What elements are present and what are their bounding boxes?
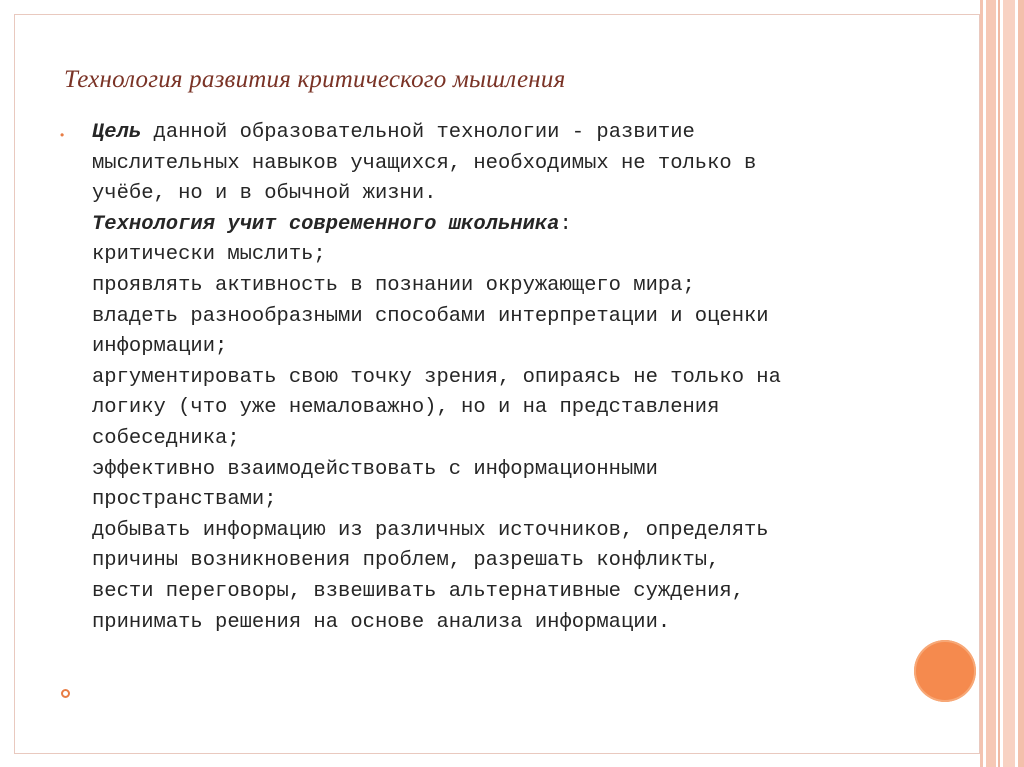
orange-circle-icon <box>914 640 976 702</box>
decorative-stripes <box>980 0 1024 767</box>
list-line: критически мыслить; <box>92 243 326 267</box>
list-line: добывать информацию из различных источников, определять <box>92 518 769 542</box>
slide-body <box>92 118 882 638</box>
bullet-dot-icon: • <box>60 128 65 142</box>
body-line-3: учёбе, но и в обычной жизни. <box>92 182 437 206</box>
teaches-colon: : <box>559 212 572 236</box>
list-line: владеть разнообразными способами интерпретации и оценки <box>92 304 769 328</box>
goal-text: данной образовательной технологии - развитие <box>141 121 695 144</box>
list-line: вести переговоры, взвешивать альтернативные суждения, <box>92 579 745 603</box>
stripe <box>986 0 996 767</box>
ring-bullet-icon <box>61 689 70 698</box>
list-line: принимать решения на основе анализа информации. <box>92 610 671 634</box>
list-line: причины возникновения проблем, разрешать конфликты, <box>92 549 720 573</box>
slide-title: Технология развития критического мышления <box>64 66 566 93</box>
goal-label: Цель <box>92 121 142 144</box>
stripe <box>1018 0 1024 767</box>
stripe <box>998 0 1000 767</box>
body-line-1 <box>92 118 882 149</box>
stripe <box>1003 0 1015 767</box>
teaches-label: Технология учит современного школьника <box>92 212 560 236</box>
list-line: пространствами; <box>92 488 277 512</box>
body-line-2: мыслительных навыков учащихся, необходимых не только в <box>92 151 757 175</box>
list-line: информации; <box>92 335 228 359</box>
body-line-4 <box>92 210 882 241</box>
list-line: аргументировать свою точку зрения, опираясь не только на <box>92 365 781 389</box>
list-line: проявлять активность в познании окружающего мира; <box>92 273 695 297</box>
list-line: логику (что уже немаловажно), но и на представления <box>92 396 720 420</box>
list-line: эффективно взаимодействовать с информационными <box>92 457 658 481</box>
list-line: собеседника; <box>92 426 240 450</box>
stripe <box>980 0 983 767</box>
